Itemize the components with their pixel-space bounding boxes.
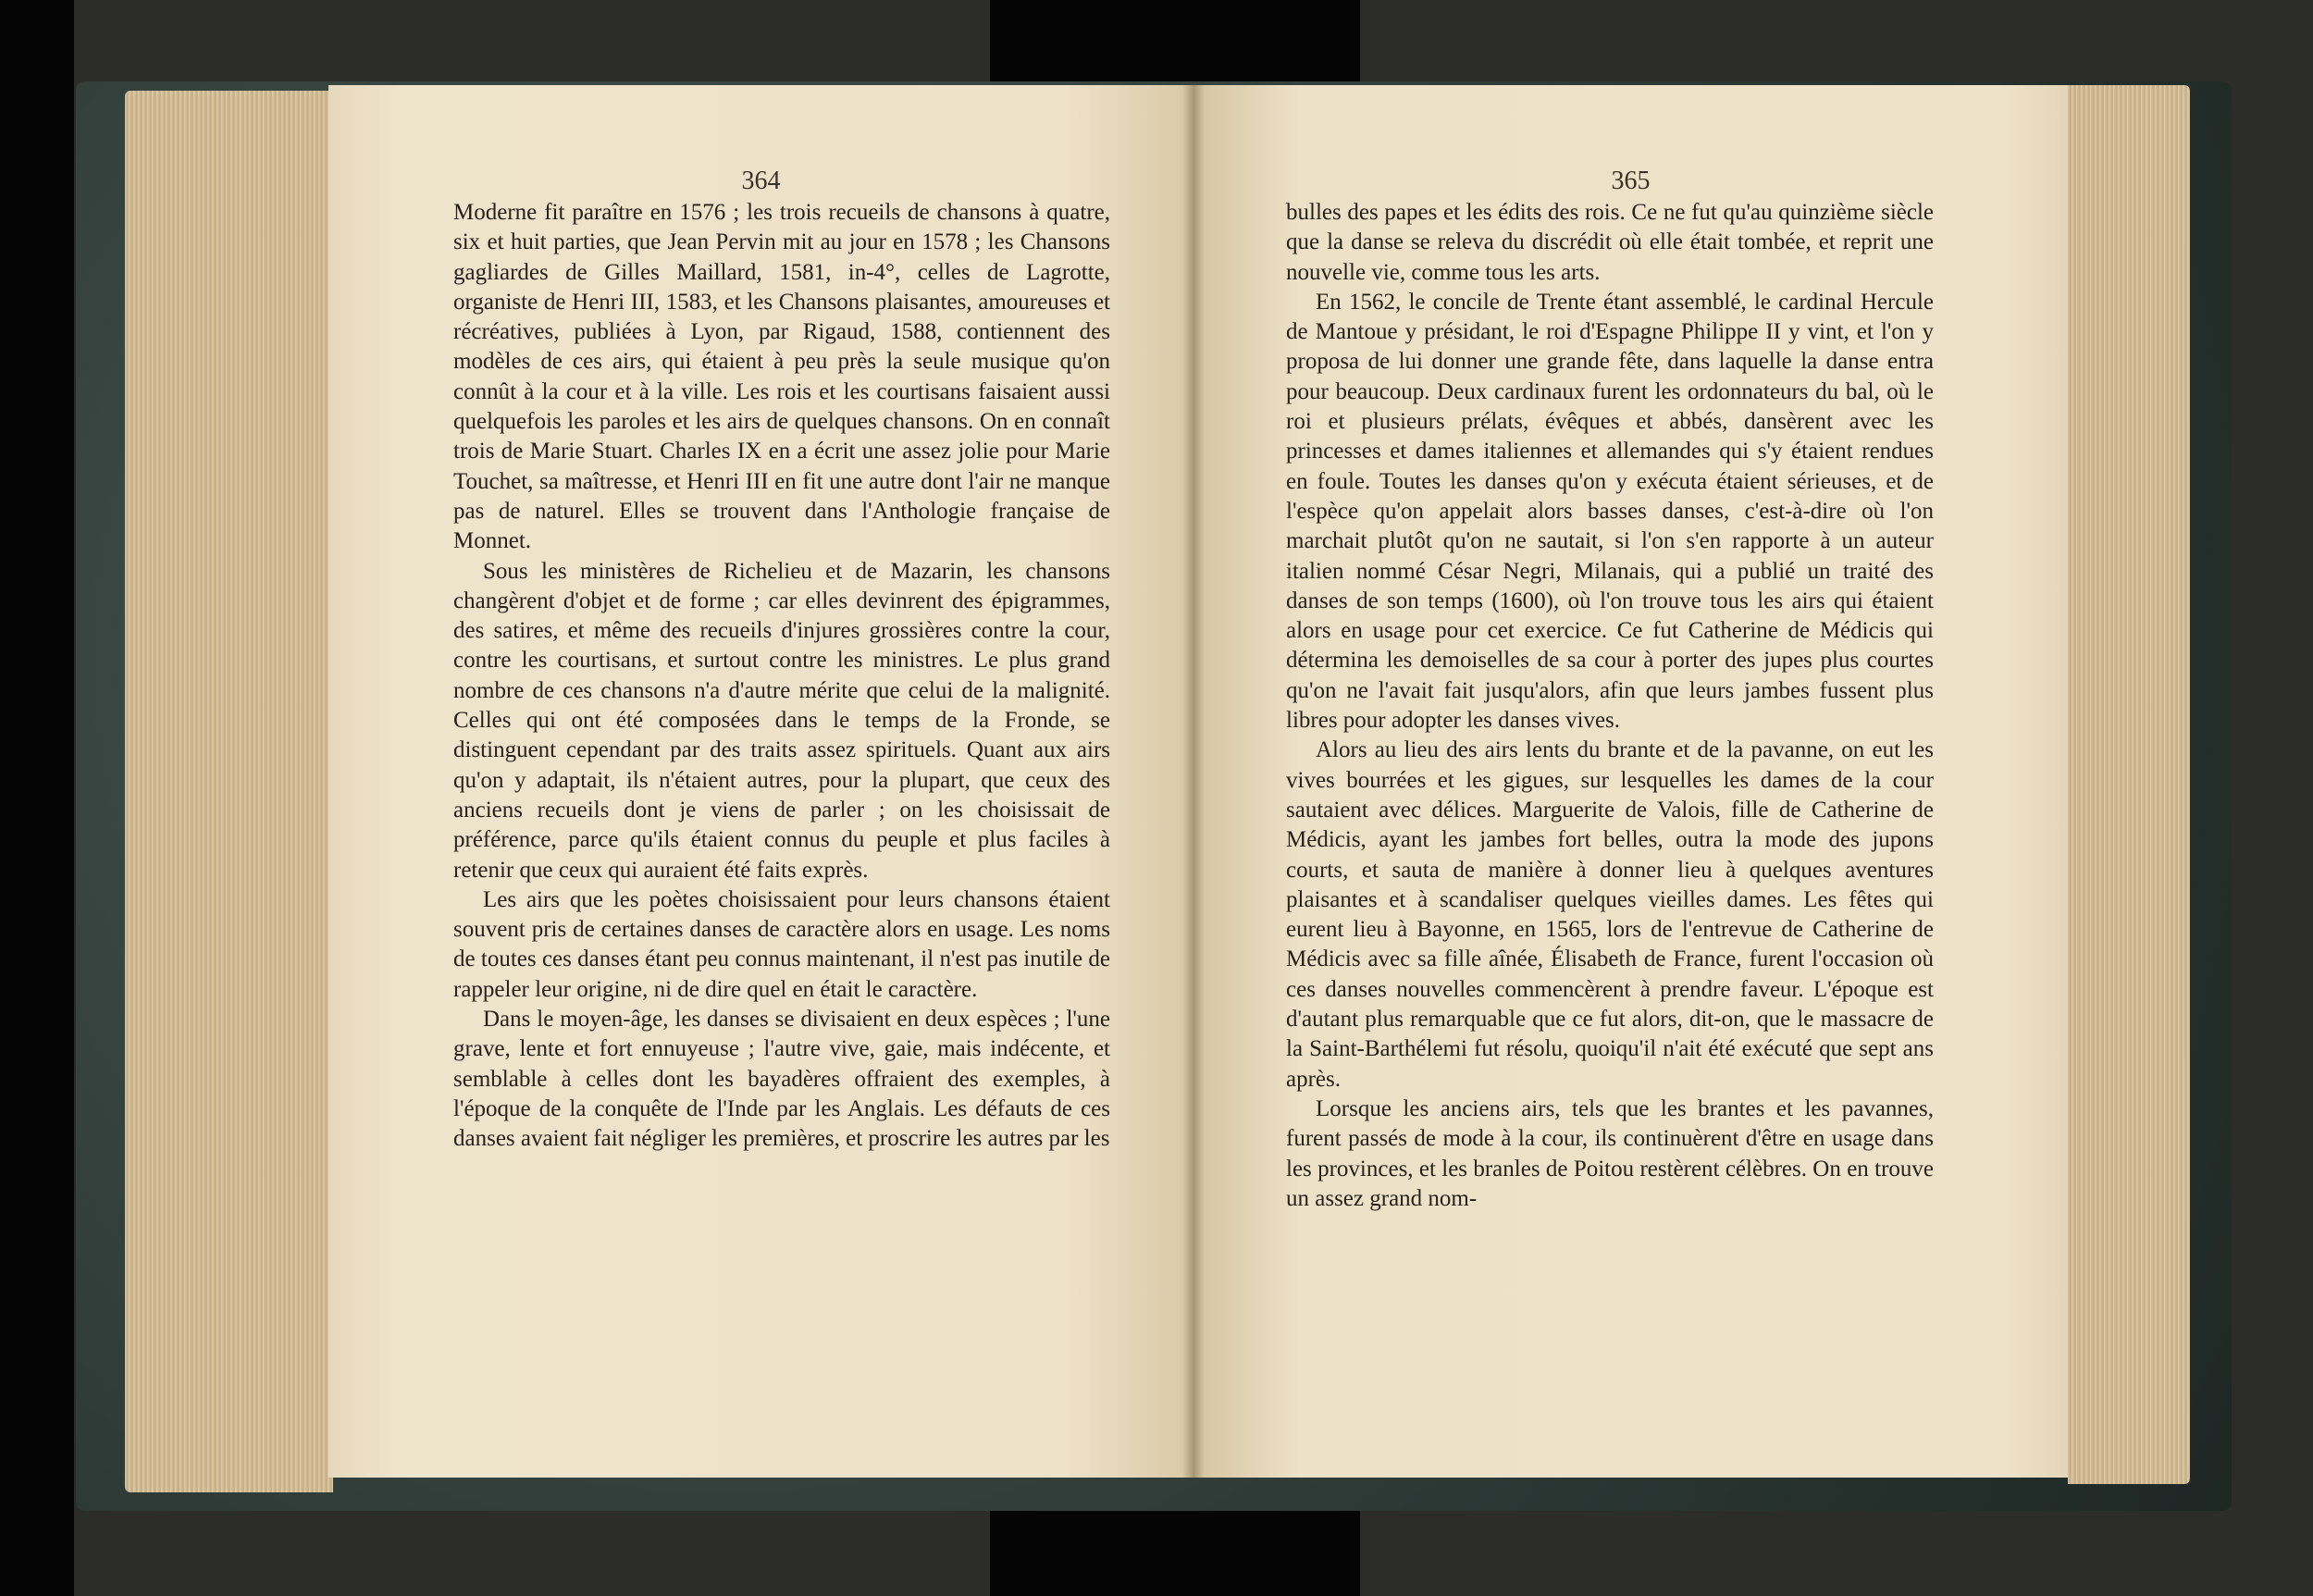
book-gutter (1182, 85, 1205, 1478)
left-page (328, 85, 1194, 1478)
paragraph: Dans le moyen-âge, les danses se divisaient en deux espèces ; l'une grave, lente et fort ennuyeuse ; l'autre vive, gaie, mais indécente, et semblable à celles dont les bayadères offraient des exemples, à l'époque de la conquête de l'Inde par les Anglais. Les défauts de ces danses avaient fait négliger les premières, et proscrire les autres par les (453, 1007, 1110, 1152)
paragraph: En 1562, le concile de Trente étant assemblé, le cardinal Hercule de Mantoue y présidant, le roi d'Espagne Philippe II y vint, et l'on y proposa de lui donner une grande fête, dans laquelle la danse entra pour beaucoup. Deux cardinaux furent les ordonnateurs du bal, où le roi et plusieurs prélats, évêques et abbés, dansèrent avec les princesses et dames italiennes et allemandes qui s'y étaient rendues en foule. Toutes les danses qu'on y exécuta étaient sérieuses, et de l'espèce qu'on appelait alors basses danses, c'est-à-dire où l'on marchait plutôt qu'on ne sautait, si l'on s'en rapporte à un auteur italien nommé César Negri, Milanais, qui a publié un traité des danses de son temps (1600), où l'on trouve tous les airs qui étaient alors en usage pour cet exercice. Ce fut Catherine de Médicis qui détermina les demoiselles de sa cour à porter des jupes plus courtes qu'on ne l'avait fait jusqu'alors, afin que leurs jambes fussent plus libres pour adopter les danses vives. (1286, 289, 1934, 734)
page-number-left: 364 (741, 167, 781, 195)
left-page-text (453, 198, 1110, 1155)
page-edges-left (125, 91, 333, 1492)
right-page (1194, 85, 2068, 1478)
backdrop-strip-left (0, 0, 74, 1596)
paragraph: Alors au lieu des airs lents du brante et de la pavanne, on eut les vives bourrées et les gigues, sur lesquelles les dames de la cour sautaient avec délices. Marguerite de Valois, fille de Catherine de Médicis, ayant les jambes fort belles, outra la mode des jupons courts, et sauta de manière à donner lieu à quelques aventures plaisantes et à scandaliser quelques vieilles dames. Les fêtes qui eurent lieu à Bayonne, en 1565, lors de l'entrevue de Catherine de Médicis avec sa fille aînée, Élisabeth de France, furent l'occasion où ces danses nouvelles commencèrent à prendre faveur. L'époque est d'autant plus remarquable que ce fut alors, dit-on, que le massacre de la Saint-Barthélemi fut résolu, quoiqu'il n'ait été exécuté que sept ans après. (1286, 737, 1934, 1092)
paragraph: Moderne fit paraître en 1576 ; les trois recueils de chansons à quatre, six et huit parties, que Jean Pervin mit au jour en 1578 ; les Chansons gagliardes de Gilles Maillard, 1581, in-4°, celles de Lagrotte, organiste de Henri III, 1583, et les Chansons plaisantes, amoureuses et récréatives, publiées à Lyon, par Rigaud, 1588, contiennent des modèles de ces airs, qui étaient à peu près la seule musique qu'on connût à la cour et à la ville. Les rois et les courtisans faisaient aussi quelquefois les paroles et les airs de quelques chansons. On en connaît trois de Marie Stuart. Charles IX en a écrit une assez jolie pour Marie Touchet, sa maîtresse, et Henri III en fit une autre dont l'air ne manque pas de naturel. Elles se trouvent dans l'Anthologie française de Monnet. (453, 200, 1110, 554)
paragraph: bulles des papes et les édits des rois. Ce ne fut qu'au quinzième siècle que la danse se releva du discrédit où elle était tombée, et reprit une nouvelle vie, comme tous les arts. (1286, 200, 1934, 285)
page-number-right: 365 (1611, 167, 1651, 195)
paragraph: Lorsque les anciens airs, tels que les brantes et les pavannes, furent passés de mode à la cour, ils continuèrent d'être en usage dans les provinces, et les branles de Poitou restèrent célèbres. On en trouve un assez grand nom- (1286, 1095, 1934, 1211)
right-page-text (1286, 198, 1934, 1214)
page-edges-right (2068, 85, 2190, 1484)
paragraph: Les airs que les poètes choisissaient pour leurs chansons étaient souvent pris de certaines danses de caractère alors en usage. Les noms de toutes ces danses étant peu connus maintenant, il n'est pas inutile de rappeler leur origine, ni de dire quel en était le caractère. (453, 886, 1110, 1002)
paragraph: Sous les ministères de Richelieu et de Mazarin, les chansons changèrent d'objet et de forme ; car elles devinrent des épigrammes, des satires, et même des recueils d'injures grossières contre la cour, contre les courtisans, et surtout contre les ministres. Le plus grand nombre de ces chansons n'a d'autre mérite que celui de la malignité. Celles qui ont été composées dans le temps de la Fronde, se distinguent cependant par des traits assez spirituels. Quant aux airs qu'on y adaptait, ils n'étaient autres, pour la plupart, que ceux des anciens recueils dont je viens de parler ; on les choisissait de préférence, parce qu'ils étaient connus du peuple et plus faciles à retenir que ceux qui auraient été faits exprès. (453, 558, 1110, 883)
